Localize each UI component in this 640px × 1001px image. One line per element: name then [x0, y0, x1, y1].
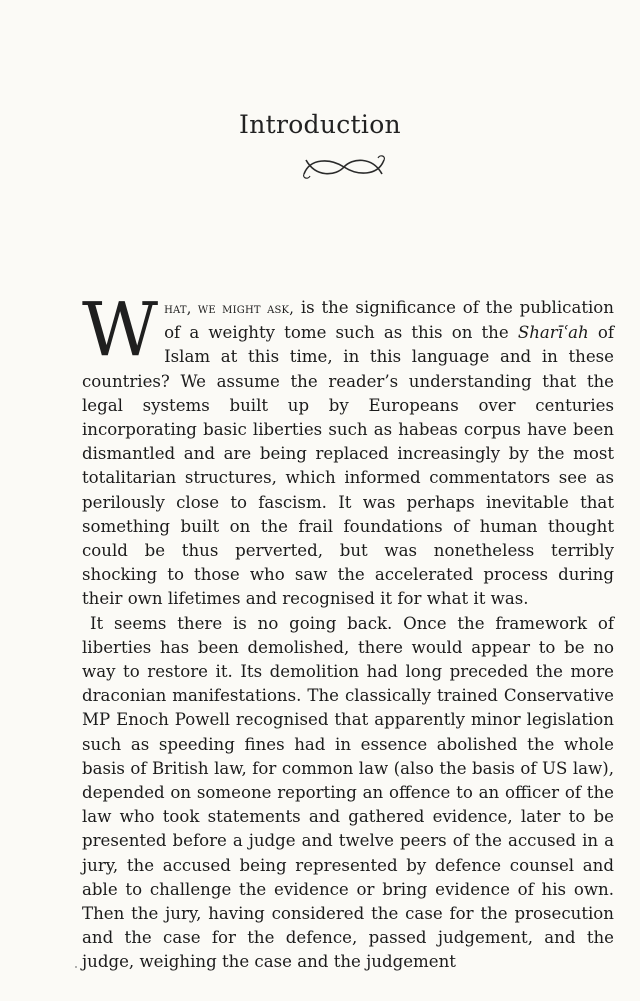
body-text	[82, 287, 614, 975]
paragraph-1	[82, 287, 614, 612]
paragraph-2: It seems there is no going back. Once the framework of liberties has been demolished, there would appear to be no way to restore it. Its demolition had long preceded the more draconian manifestations. The classically trained Conservative MP Enoch Powell recognised that apparently minor legislation such as speeding fines had in essence abolished the whole basis of British law, for common law (also the basis of US law), depended on someone reporting an offence to an officer of the law who took statements and gathered evidence, later to be presented before a judge and twelve peers of the accused in a jury, the accused being represented by defence counsel and able to challenge the evidence or bring evidence of his own. Then the jury, having considered the case for the prosecution and the case for the defence, passed judgement, and the judge, weighing the case and the judgement	[82, 613, 614, 972]
lead-in-smallcaps: hat, we might ask,	[164, 301, 295, 317]
paragraph-1-text-b: of Islam at this time, in this language and in these countries? We assume the reader’s understanding that the legal systems built up by Europeans over centuries incorporating basic liberties such as habeas corpus have been dismantled and are being replaced increasingly by the most totalitarian structures, which informed commentators see as perilously close to fascism. It was perhaps inevitable that something built on the frail foundations of human thought could be thus perverted, but was nonetheless terribly shocking to those who saw the accelerated process during their own lifetimes and recognised it for what it was.	[82, 323, 614, 609]
italic-term: Sharīʿah	[517, 323, 589, 343]
swash-ornament-icon	[302, 148, 386, 186]
chapter-title: Introduction	[239, 110, 401, 139]
paper-speck	[75, 966, 77, 968]
drop-cap: W	[82, 287, 159, 373]
paragraph-1-text-a: is the significance of the publication of a weighty tome such as this on the	[164, 298, 614, 343]
